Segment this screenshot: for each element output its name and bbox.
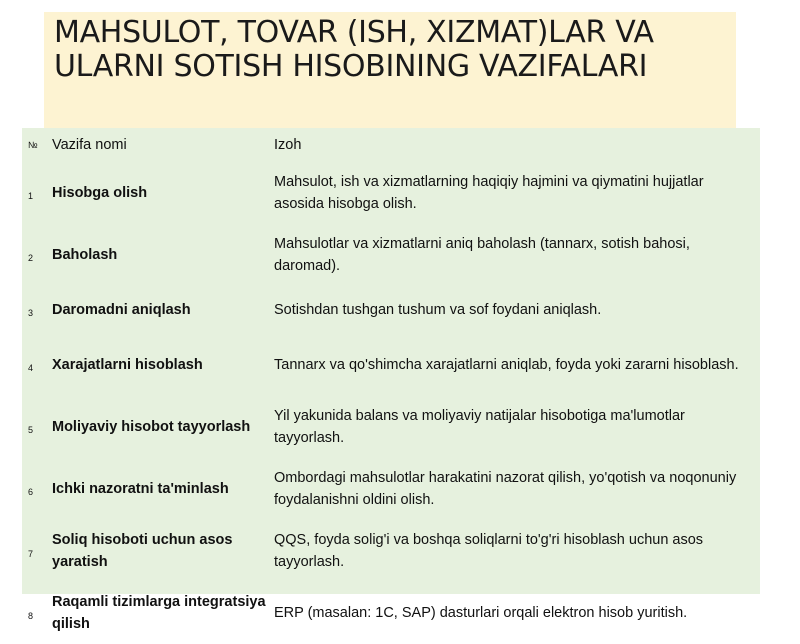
row-desc: Ombordagi mahsulotlar harakatini nazorat qilish, yo'qotish va noqonuniy foydalanishni oldini olish. — [274, 470, 737, 508]
row-desc: Yil yakunida balans va moliyaviy natijalar hisobotiga ma'lumotlar tayyorlash. — [274, 408, 685, 446]
table-row — [22, 458, 760, 520]
row-num: 4 — [28, 363, 34, 373]
table-row — [22, 224, 760, 286]
row-num: 7 — [28, 549, 34, 559]
row-name: Baholash — [52, 247, 118, 263]
row-desc: Tannarx va qo'shimcha xarajatlarni aniqlab, foyda yoki zararni hisoblash. — [274, 357, 739, 373]
table-row — [22, 162, 760, 224]
header-name: Vazifa nomi — [52, 137, 127, 153]
table-row — [22, 396, 760, 458]
row-name: Moliyaviy hisobot tayyorlash — [52, 419, 251, 435]
row-desc: Mahsulot, ish va xizmatlarning haqiqiy hajmini va qiymatini hujjatlar asosida hisobga olish. — [274, 174, 704, 212]
row-num: 1 — [28, 191, 34, 201]
row-name: Hisobga olish — [52, 185, 148, 201]
row-num: 2 — [28, 253, 34, 263]
row-num: 8 — [28, 611, 34, 621]
row-name: Raqamli tizimlarga integratsiya qilish — [52, 594, 266, 632]
row-desc: ERP (masalan: 1C, SAP) dasturlari orqali elektron hisob yuritish. — [274, 605, 688, 621]
header-desc: Izoh — [274, 137, 302, 153]
table-header-row — [22, 128, 760, 162]
table-row — [22, 582, 760, 644]
row-name: Daromadni aniqlash — [52, 302, 191, 318]
row-num: 6 — [28, 487, 34, 497]
row-name: Xarajatlarni hisoblash — [52, 357, 203, 373]
row-desc: Mahsulotlar va xizmatlarni aniq baholash (tannarx, sotish bahosi, daromad). — [274, 236, 690, 274]
table-row — [22, 334, 760, 396]
row-desc: QQS, foyda solig'i va boshqa soliqlarni to'g'ri hisoblash uchun asos tayyorlash. — [274, 532, 704, 570]
tasks-table-container — [22, 128, 760, 632]
header-num: № — [28, 140, 38, 150]
row-name: Ichki nazoratni ta'minlash — [52, 481, 229, 497]
title-box — [44, 12, 736, 128]
row-desc: Sotishdan tushgan tushum va sof foydani aniqlash. — [274, 302, 602, 318]
table-row — [22, 286, 760, 334]
row-name: Soliq hisoboti uchun asos yaratish — [52, 532, 233, 570]
table-row — [22, 520, 760, 582]
row-num: 5 — [28, 425, 34, 435]
tasks-table — [22, 128, 760, 644]
row-num: 3 — [28, 308, 34, 318]
slide-title: MAHSULOT, TOVAR (ISH, XIZMAT)LAR VA ULARNI SOTISH HISOBINING VAZIFALARI — [54, 15, 654, 84]
